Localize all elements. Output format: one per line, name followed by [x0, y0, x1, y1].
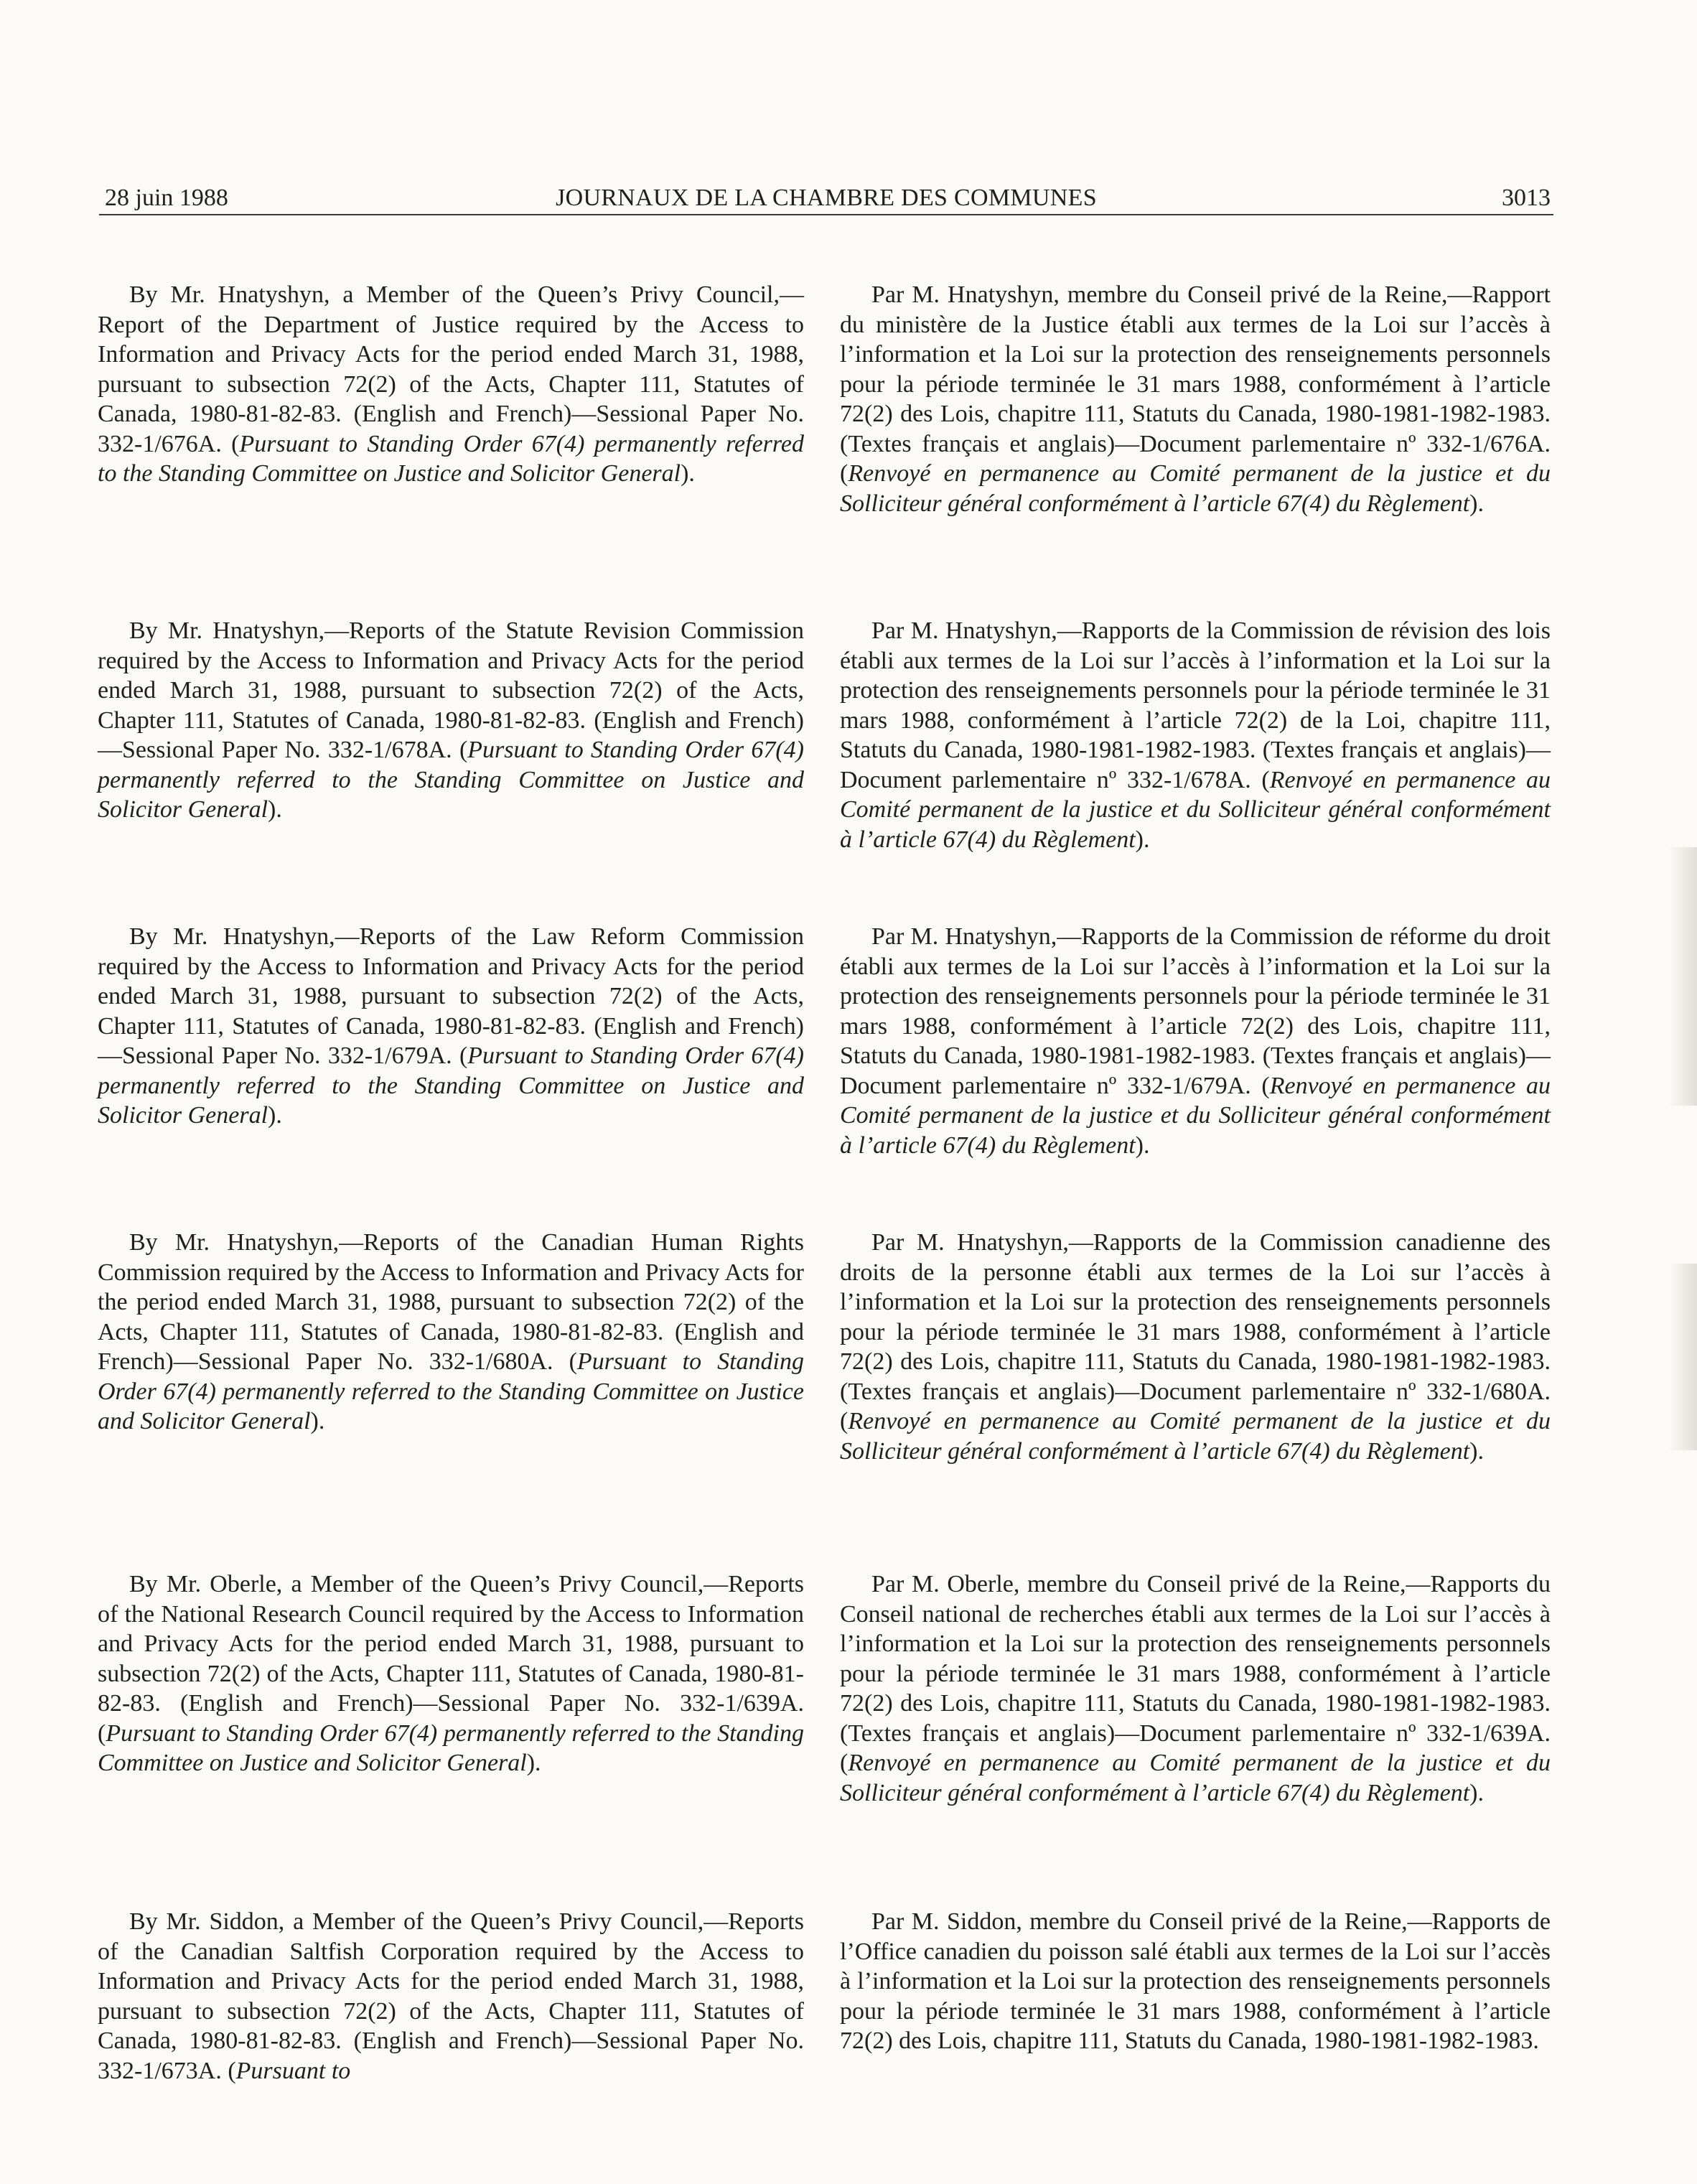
entry-referral: Pursuant to Standing Order 67(4) permanently referred to the Standing Committee on Justice and Solicitor General — [98, 1719, 804, 1776]
entry-text: By Mr. Siddon, a Member of the Queen’s Privy Council,—Reports of the Canadian Saltfish Corporation required by the Access to Information and Privacy Acts for the period ended March 31, 1988, pursuant to subsection 72(2) of the Acts, Chapter 111, Statutes of Canada, 1980-81-82-83. (English and French)—Sessional Paper No. 332-1/673A. ( — [98, 1908, 804, 2084]
entry-french — [840, 922, 1551, 1160]
header-date: 28 juin 1988 — [105, 185, 228, 211]
entry-referral: Pursuant to — [235, 2057, 351, 2084]
entry-english — [98, 1569, 804, 1778]
entry-closing: ). — [1135, 1131, 1150, 1159]
entry-referral: Pursuant to Standing Order 67(4) permanently referred to the Standing Committee on Justice and Solicitor General — [98, 1348, 804, 1434]
entry-french — [840, 1228, 1551, 1466]
entry-closing: ). — [1469, 1779, 1484, 1806]
header-page-number: 3013 — [1502, 185, 1551, 211]
entry-french — [840, 280, 1551, 518]
scan-edge-shadow — [1668, 1264, 1697, 1450]
entry-text: By Mr. Hnatyshyn,—Reports of the Law Reform Commission required by the Access to Information and Privacy Acts for the period ended March 31, 1988, pursuant to subsection 72(2) of the Acts, Chapter 111, Statutes of Canada, 1980-81-82-83. (English and French)—Sessional Paper No. 332-1/679A. ( — [98, 923, 804, 1069]
entry-referral: Pursuant to Standing Order 67(4) permanently referred to the Standing Committee on Justice and Solicitor General — [98, 737, 804, 823]
entry-text: By Mr. Hnatyshyn,—Reports of the Canadian Human Rights Commission required by the Access to Information and Privacy Acts for the period ended March 31, 1988, pursuant to subsection 72(2) of the Acts, Chapter 111, Statutes of Canada, 1980-81-82-83. (English and French)—Sessional Paper No. 332-1/680A. ( — [98, 1229, 804, 1375]
entry-text: Par M. Hnatyshyn, membre du Conseil privé de la Reine,—Rapport du ministère de la Justice établi aux termes de la Loi sur l’accès à l’information et la Loi sur la protection des renseignements personnels pour la période terminée le 31 mars 1988, conformément à l’article 72(2) des Lois, chapitre 111, Statuts du Canada, 1980-1981-1982-1983. (Textes français et anglais)—Document parlementaire nº 332-1/676A. ( — [840, 281, 1551, 487]
entry-french — [840, 616, 1551, 854]
entry-text: Par M. Oberle, membre du Conseil privé de la Reine,—Rapports du Conseil national de recherches établi aux termes de la Loi sur l’accès à l’information et la Loi sur la protection des renseignements personnels pour la période terminée le 31 mars 1988, conformément à l’article 72(2) des Lois, chapitre 111, Statuts du Canada, 1980-1981-1982-1983. (Textes français et anglais)—Document parlementaire nº 332-1/639A. ( — [840, 1571, 1551, 1776]
entry-closing: ). — [1135, 826, 1150, 853]
entry-english — [98, 280, 804, 489]
entry-referral: Pursuant to Standing Order 67(4) permanently referred to the Standing Committee on Justice and Solicitor General — [98, 1042, 804, 1129]
entry-referral: Pursuant to Standing Order 67(4) permanently referred to the Standing Committee on Justice and Solicitor General — [98, 430, 804, 487]
entry-english — [98, 1907, 804, 2086]
entry-closing: ). — [681, 460, 695, 487]
entry-referral: Renvoyé en permanence au Comité permanent de la justice et du Solliciteur général conformément à l’article 67(4) du Règlement — [840, 1750, 1551, 1806]
entry-referral: Renvoyé en permanence au Comité permanent de la justice et du Solliciteur général conformément à l’article 67(4) du Règlement — [840, 1408, 1551, 1465]
entry-closing: ). — [268, 796, 282, 823]
entry-closing: ). — [268, 1102, 282, 1129]
entry-text: By Mr. Hnatyshyn,—Reports of the Statute Revision Commission required by the Access to Information and Privacy Acts for the period ended March 31, 1988, pursuant to subsection 72(2) of the Acts, Chapter 111, Statutes of Canada, 1980-81-82-83. (English and French)—Sessional Paper No. 332-1/678A. ( — [98, 617, 804, 763]
entry-referral: Renvoyé en permanence au Comité permanent de la justice et du Solliciteur général conformément à l’article 67(4) du Règlement — [840, 460, 1551, 517]
entry-text: Par M. Siddon, membre du Conseil privé de la Reine,—Rapports de l’Office canadien du poisson salé établi aux termes de la Loi sur l’accès à l’information et la Loi sur la protection des renseignements personnels pour la période terminée le 31 mars 1988, conformément à l’article 72(2) des Lois, chapitre 111, Statuts du Canada, 1980-1981-1982-1983. — [840, 1908, 1551, 2054]
entry-closing: ). — [1469, 1437, 1484, 1465]
entry-referral: Renvoyé en permanence au Comité permanent de la justice et du Solliciteur général conformément à l’article 67(4) du Règlement — [840, 766, 1551, 853]
entry-french — [840, 1569, 1551, 1808]
entry-french — [840, 1907, 1551, 2056]
entry-text: Par M. Hnatyshyn,—Rapports de la Commission de révision des lois établi aux termes de la Loi sur l’accès à l’information et la Loi sur la protection des renseignements personnels pour la période terminée le 31 mars 1988, conformément à l’article 72(2) de la Loi, chapitre 111, Statuts du Canada, 1980-1981-1982-1983. (Textes français et anglais)—Document parlementaire nº 332-1/678A. ( — [840, 617, 1551, 793]
entry-text: Par M. Hnatyshyn,—Rapports de la Commission de réforme du droit établi aux termes de la Loi sur l’accès à l’information et la Loi sur la protection des renseignements personnels pour la période terminée le 31 mars 1988, conformément à l’article 72(2) des Lois, chapitre 111, Statuts du Canada, 1980-1981-1982-1983. (Textes français et anglais)—Document parlementaire nº 332-1/679A. ( — [840, 923, 1551, 1099]
entry-english — [98, 1228, 804, 1437]
page-header — [99, 178, 1553, 215]
entry-closing: ). — [1469, 490, 1484, 517]
entry-closing: ). — [526, 1750, 541, 1776]
entry-text: By Mr. Oberle, a Member of the Queen’s Privy Council,—Reports of the National Research Council required by the Access to Information and Privacy Acts for the period ended March 31, 1988, pursuant to subsection 72(2) of the Acts, Chapter 111, Statutes of Canada, 1980-81-82-83. (English and French)—Sessional Paper No. 332-1/639A. ( — [98, 1571, 804, 1747]
entry-text: Par M. Hnatyshyn,—Rapports de la Commission canadienne des droits de la personne établi aux termes de la Loi sur l’accès à l’information et la Loi sur la protection des renseignements personnels pour la période terminée le 31 mars 1988, conformément à l’article 72(2) des Lois, chapitre 111, Statuts du Canada, 1980-1981-1982-1983. (Textes français et anglais)—Document parlementaire nº 332-1/680A. ( — [840, 1229, 1551, 1434]
entry-text: By Mr. Hnatyshyn, a Member of the Queen’s Privy Council,—Report of the Department of Justice required by the Access to Information and Privacy Acts for the period ended March 31, 1988, pursuant to subsection 72(2) of the Acts, Chapter 111, Statutes of Canada, 1980-81-82-83. (English and French)—Sessional Paper No. 332-1/676A. ( — [98, 281, 804, 457]
entry-english — [98, 616, 804, 825]
entry-referral: Renvoyé en permanence au Comité permanent de la justice et du Solliciteur général conformément à l’article 67(4) du Règlement — [840, 1072, 1551, 1159]
scan-edge-shadow — [1668, 847, 1697, 1106]
header-title: JOURNAUX DE LA CHAMBRE DES COMMUNES — [556, 185, 1097, 211]
entry-closing: ). — [310, 1408, 325, 1434]
entry-english — [98, 922, 804, 1131]
